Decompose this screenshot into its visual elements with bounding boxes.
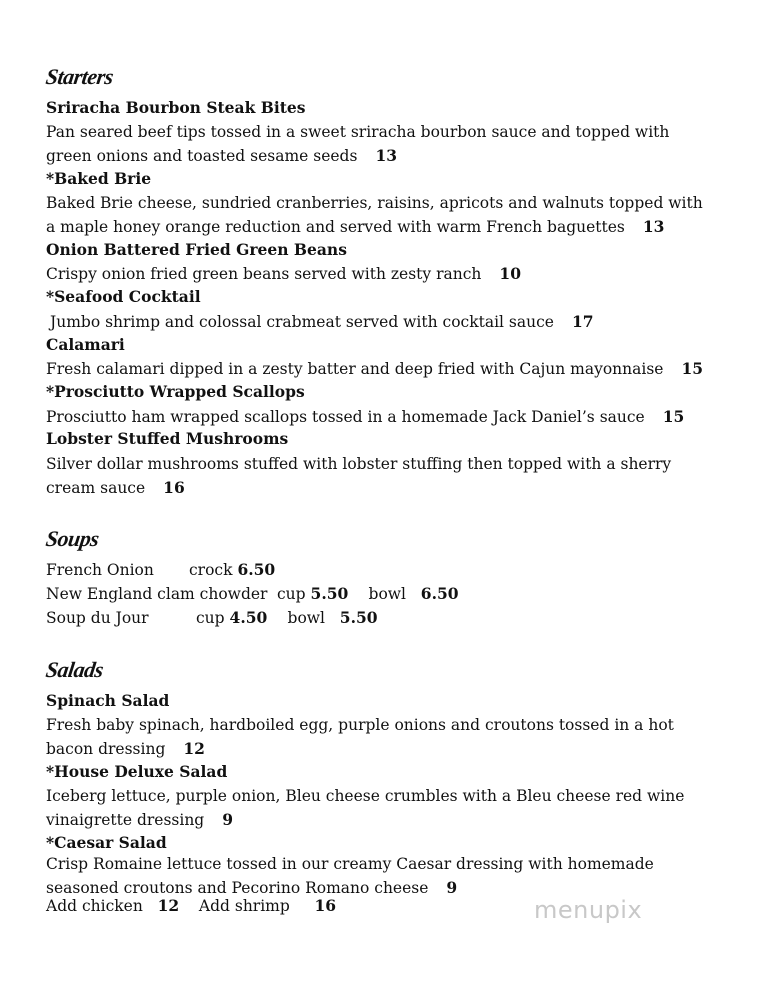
size-label: cup [277, 585, 306, 603]
menu-item-price: 15 [662, 407, 685, 426]
soup-row [46, 584, 459, 603]
menu-item-description: Crisp Romaine lettuce tossed in our creamy Caesar dressing with homemade seasoned croutons and Pecorino Romano cheese 9 [46, 855, 654, 897]
menu-item-price: 13 [642, 217, 665, 236]
menu-item-price: 16 [163, 478, 185, 497]
watermark-logo: menupix [534, 896, 643, 924]
menu-item-price: 15 [681, 359, 704, 378]
size-price: 6.50 [420, 584, 459, 603]
menu-item-name: Lobster Stuffed Mushrooms [46, 429, 289, 448]
addon-price: 12 [157, 896, 180, 915]
menu-item-description: Iceberg lettuce, purple onion, Bleu cheese crumbles with a Bleu cheese red wine vinaigrette dressing 9 [46, 787, 685, 829]
menu-item-name: *Seafood Cocktail [46, 287, 201, 306]
addon-label: Add chicken [46, 897, 143, 915]
menu-item-price: 13 [375, 146, 398, 165]
menu-item-description: Crispy onion fried green beans served with zesty ranch 10 [46, 264, 521, 283]
menu-item-name: *Baked Brie [46, 169, 152, 188]
menu-item-name: *Caesar Salad [46, 833, 167, 852]
menu-item-description: Prosciutto ham wrapped scallops tossed in a homemade Jack Daniel’s sauce 15 [46, 407, 685, 426]
size-price: 4.50 [229, 608, 268, 627]
menu-item-name: Onion Battered Fried Green Beans [46, 240, 347, 259]
menu-item-description: Jumbo shrimp and colossal crabmeat served with cocktail sauce 17 [50, 312, 594, 331]
soup-name: New England clam chowder [46, 585, 268, 603]
soup-name: French Onion [46, 561, 154, 579]
menu-item-name: Spinach Salad [46, 691, 170, 710]
menu-item-price: 10 [499, 264, 521, 283]
size-price: 6.50 [237, 560, 276, 579]
menu-item-name: *House Deluxe Salad [46, 762, 228, 781]
soup-row [46, 560, 275, 579]
menu-item-description: Baked Brie cheese, sundried cranberries, raisins, apricots and walnuts topped with a maple honey orange reduction and served with warm French baguettes 13 [46, 194, 703, 236]
menu-item-price: 17 [571, 312, 594, 331]
menu-item-name: Calamari [46, 335, 125, 354]
soups-heading: Soups [44, 526, 101, 551]
menu-item-name: Sriracha Bourbon Steak Bites [46, 98, 306, 117]
soup-row [46, 608, 378, 627]
menu-item-name: *Prosciutto Wrapped Scallops [46, 382, 305, 401]
size-label: bowl [368, 585, 407, 603]
addon-price: 16 [314, 896, 337, 915]
menu-item-price: 9 [446, 878, 458, 897]
salads-heading: Salads [44, 657, 105, 682]
size-label: cup [196, 609, 225, 627]
size-price: 5.50 [339, 608, 378, 627]
menu-item-description: Fresh baby spinach, hardboiled egg, purple onions and croutons tossed in a hot bacon dressing 12 [46, 716, 674, 758]
menu-item-description: Fresh calamari dipped in a zesty batter and deep fried with Cajun mayonnaise 15 [46, 359, 704, 378]
menu-item-price: 12 [183, 739, 205, 758]
addons-row [46, 896, 336, 915]
addon-label: Add shrimp [198, 897, 290, 915]
size-label: bowl [287, 609, 326, 627]
size-price: 5.50 [310, 584, 349, 603]
menu-item-price: 9 [222, 810, 234, 829]
menu-item-description: Pan seared beef tips tossed in a sweet sriracha bourbon sauce and topped with green onions and toasted sesame seeds 13 [46, 123, 670, 165]
starters-heading: Starters [44, 64, 115, 89]
soup-name: Soup du Jour [46, 609, 149, 627]
menu-item-description: Silver dollar mushrooms stuffed with lobster stuffing then topped with a sherry cream sauce 16 [46, 455, 672, 497]
size-label: crock [189, 561, 233, 579]
